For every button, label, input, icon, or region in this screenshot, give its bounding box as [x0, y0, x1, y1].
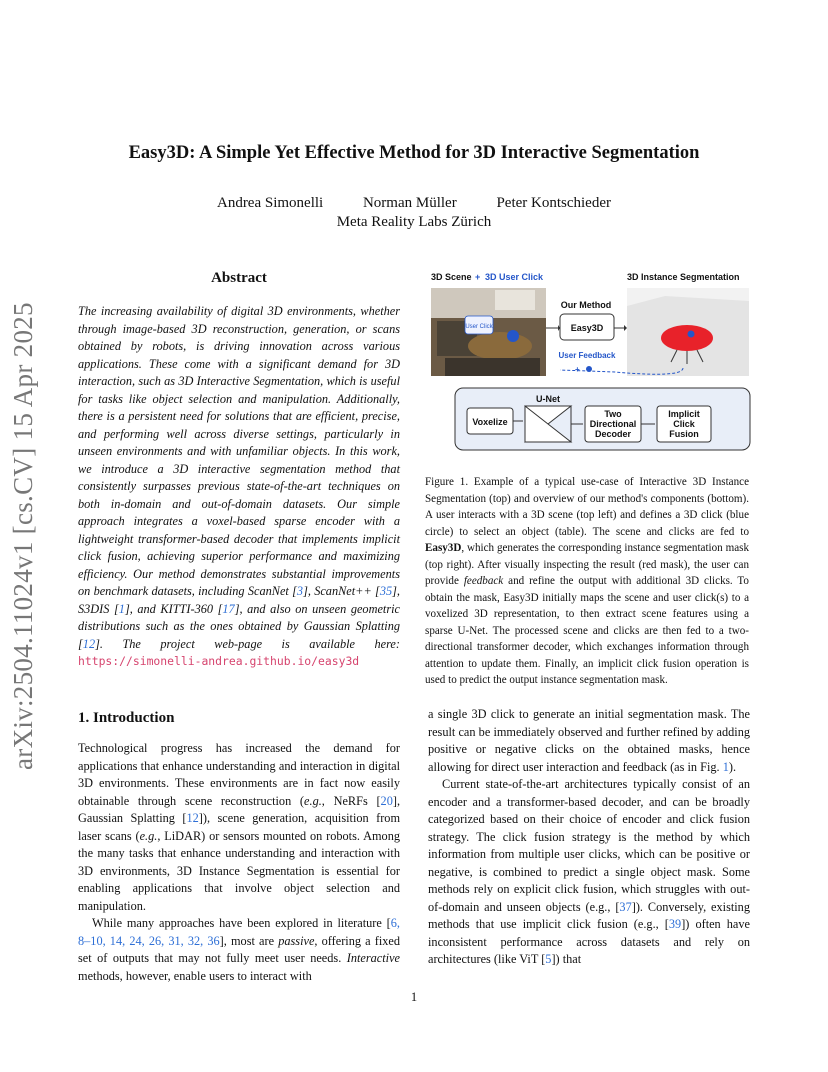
- abstract-text: [78, 303, 400, 671]
- abstract-heading: Abstract: [211, 270, 267, 286]
- author-list: [0, 195, 828, 212]
- figure-label-click: 3D User Click: [485, 272, 544, 282]
- abstract-body: ], and also on unseen geometric distributions such as the ones obtained by Gaussian Splatting [: [78, 601, 400, 651]
- figure-1: [425, 266, 755, 456]
- citation-link[interactable]: 5: [545, 952, 552, 966]
- svg-text:+: +: [575, 365, 580, 374]
- fusion-label: Fusion: [669, 429, 699, 439]
- our-method-label: Our Method: [560, 300, 612, 310]
- citation-link[interactable]: 12: [82, 636, 96, 651]
- left-column-text: [78, 740, 400, 985]
- decoder-label: Two: [604, 409, 622, 419]
- citation-link[interactable]: 35: [379, 584, 393, 598]
- fusion-label: Implicit: [668, 409, 700, 419]
- section-heading: 1. Introduction: [78, 710, 175, 726]
- abstract-body: ], S3DIS [: [78, 584, 401, 616]
- abstract-body: ], and KITTI-360 [: [124, 601, 223, 616]
- caption-text: Figure 1. Example of a typical use-case of Interactive 3D Instance Segmentation (top) and overview of our method's components (bottom). A user interacts with a 3D scene (top left) and defines a 3D click (blue circle) to select an object (table). The scene and clicks are fed to: [425, 476, 749, 538]
- segmentation-image: [627, 288, 749, 376]
- figure-label-plus: +: [475, 272, 481, 282]
- user-click-marker: [507, 330, 519, 342]
- instance-mask: [661, 325, 713, 351]
- voxelize-label: Voxelize: [472, 417, 508, 427]
- citation-link[interactable]: 12: [186, 811, 199, 825]
- user-feedback-label: User Feedback: [558, 351, 616, 360]
- decoder-label: Decoder: [594, 429, 632, 439]
- abstract-body: ], ScanNet++ [: [303, 584, 380, 598]
- author-name: Andrea Simonelli: [216, 195, 324, 211]
- caption-bold: Easy3D: [425, 542, 462, 554]
- citation-link[interactable]: 39: [668, 917, 682, 931]
- affiliation: Meta Reality Labs Zürich: [336, 214, 492, 230]
- fusion-label: Click: [673, 419, 695, 429]
- arxiv-stamp: arXiv:2504.11024v1 [cs.CV] 15 Apr 2025: [8, 302, 38, 770]
- citation-link[interactable]: 17: [222, 601, 235, 616]
- page-number: 1: [410, 990, 418, 1004]
- figure-label-scene: 3D Scene: [431, 272, 472, 282]
- user-click-tag: User Click: [465, 324, 493, 330]
- author-name: Norman Müller: [362, 195, 457, 211]
- paragraph: While many approaches have been explored in literature [6, 8–10, 14, 24, 26, 31, 32, 36], most are passive, offering a fixed set of outputs that may not fully meet user needs. Interactive methods, however, enable users to interact with: [78, 916, 401, 983]
- author-name: Peter Kontschieder: [496, 195, 611, 211]
- citation-link[interactable]: 1: [118, 601, 125, 616]
- paragraph: Current state-of-the-art architectures typically consist of an encoder and a transformer-based decoder, and can be broadly categorized based on their choice of encoder and click fusion strategy. The click fusion strategy is the method by which information from multiple user clicks, which can be positive or negative, is combined to predict a single object mask. Some methods rely on explicit click fusion, which struggles with out-of-domain and unseen objects (e.g., [37]). Conversely, existing methods that use implicit click fusion (e.g., [39]) often have inconsistent performance across datasets and rely on architectures (like ViT [5]) that: [428, 777, 750, 966]
- abstract-body: ]. The project web-page is available here:: [95, 636, 400, 651]
- easy3d-label: Easy3D: [570, 323, 604, 333]
- paragraph: a single 3D click to generate an initial segmentation mask. The result can be immediately observed and further refined by adding positive or negative clicks on the obtained masks, hence allowing for direct user interaction and feedback (as in Fig. 1).: [428, 707, 750, 774]
- figure-ref-link[interactable]: 1: [722, 759, 729, 774]
- right-column-text: [428, 706, 750, 969]
- citation-link[interactable]: 6, 8–10, 14, 24, 26, 31, 32, 36: [78, 916, 400, 948]
- paragraph: Technological progress has increased the demand for applications that enhance understanding and interaction in digital 3D environments. These environments are in fact now easily obtainable through scene reconstruction (e.g., NeRFs [20], Gaussian Splatting [12]), scene generation, acquisition from laser scans (e.g., LiDAR) or sensors mounted on robots. Among the many tasks that enhance understanding and interaction with 3D environments, 3D Instance Segmentation is essential for enabling applications that involve object selection and manipulation.: [78, 741, 401, 913]
- unet-label: U-Net: [536, 394, 560, 404]
- caption-text: and refine the output with additional 3D clicks. To obtain the mask, Easy3D initially maps the scene and user click(s) to a voxelized 3D representation, to then extract scene features using a sparse U-Net. The processed scene and clicks are then fed to a two-directional transformer decoder, which exchanges information through attention to update them. Finally, an implicit click fusion operation is used to predict the output instance segmentation mask.: [425, 575, 749, 686]
- caption-italic: feedback: [463, 575, 504, 587]
- abstract-body: The increasing availability of digital 3D environments, whether through image-based 3D reconstruction, generation, or scans obtained by robots, is driving innovation across various applications. These come with a significant demand for 3D interaction, such as 3D Interactive Segmentation, which is useful for tasks like object selection and manipulation. Additionally, there is a persistent need for solutions that are efficient, precise, and performing well across diverse settings, particularly in unseen environments and with unfamiliar objects. In this work, we introduce a 3D interactive segmentation method that consistently surpasses previous state-of-the-art techniques on both in-domain and out-of-domain datasets. Our simple approach integrates a voxel-based sparse encoder with a lightweight transformer-based decoder that implements implicit click fusion, achieving superior performance and maximizing efficiency. Our method demonstrates substantial improvements on benchmark datasets, including ScanNet [: [78, 304, 400, 598]
- project-url-link[interactable]: https://simonelli-andrea.github.io/easy3d: [78, 654, 360, 668]
- citation-link[interactable]: 37: [619, 899, 632, 914]
- citation-link[interactable]: 3: [296, 584, 304, 598]
- figure-1-caption: [425, 474, 749, 689]
- decoder-label: Directional: [589, 419, 637, 429]
- figure-label-instance: 3D Instance Segmentation: [627, 272, 740, 282]
- scene-image: [431, 288, 546, 376]
- paper-title: Easy3D: A Simple Yet Effective Method for 3D Interactive Segmentation: [128, 143, 700, 163]
- caption-text: , which generates the corresponding instance segmentation mask (top right). After visually inspecting the result (red mask), the user can provide: [425, 542, 749, 587]
- citation-link[interactable]: 20: [380, 793, 393, 808]
